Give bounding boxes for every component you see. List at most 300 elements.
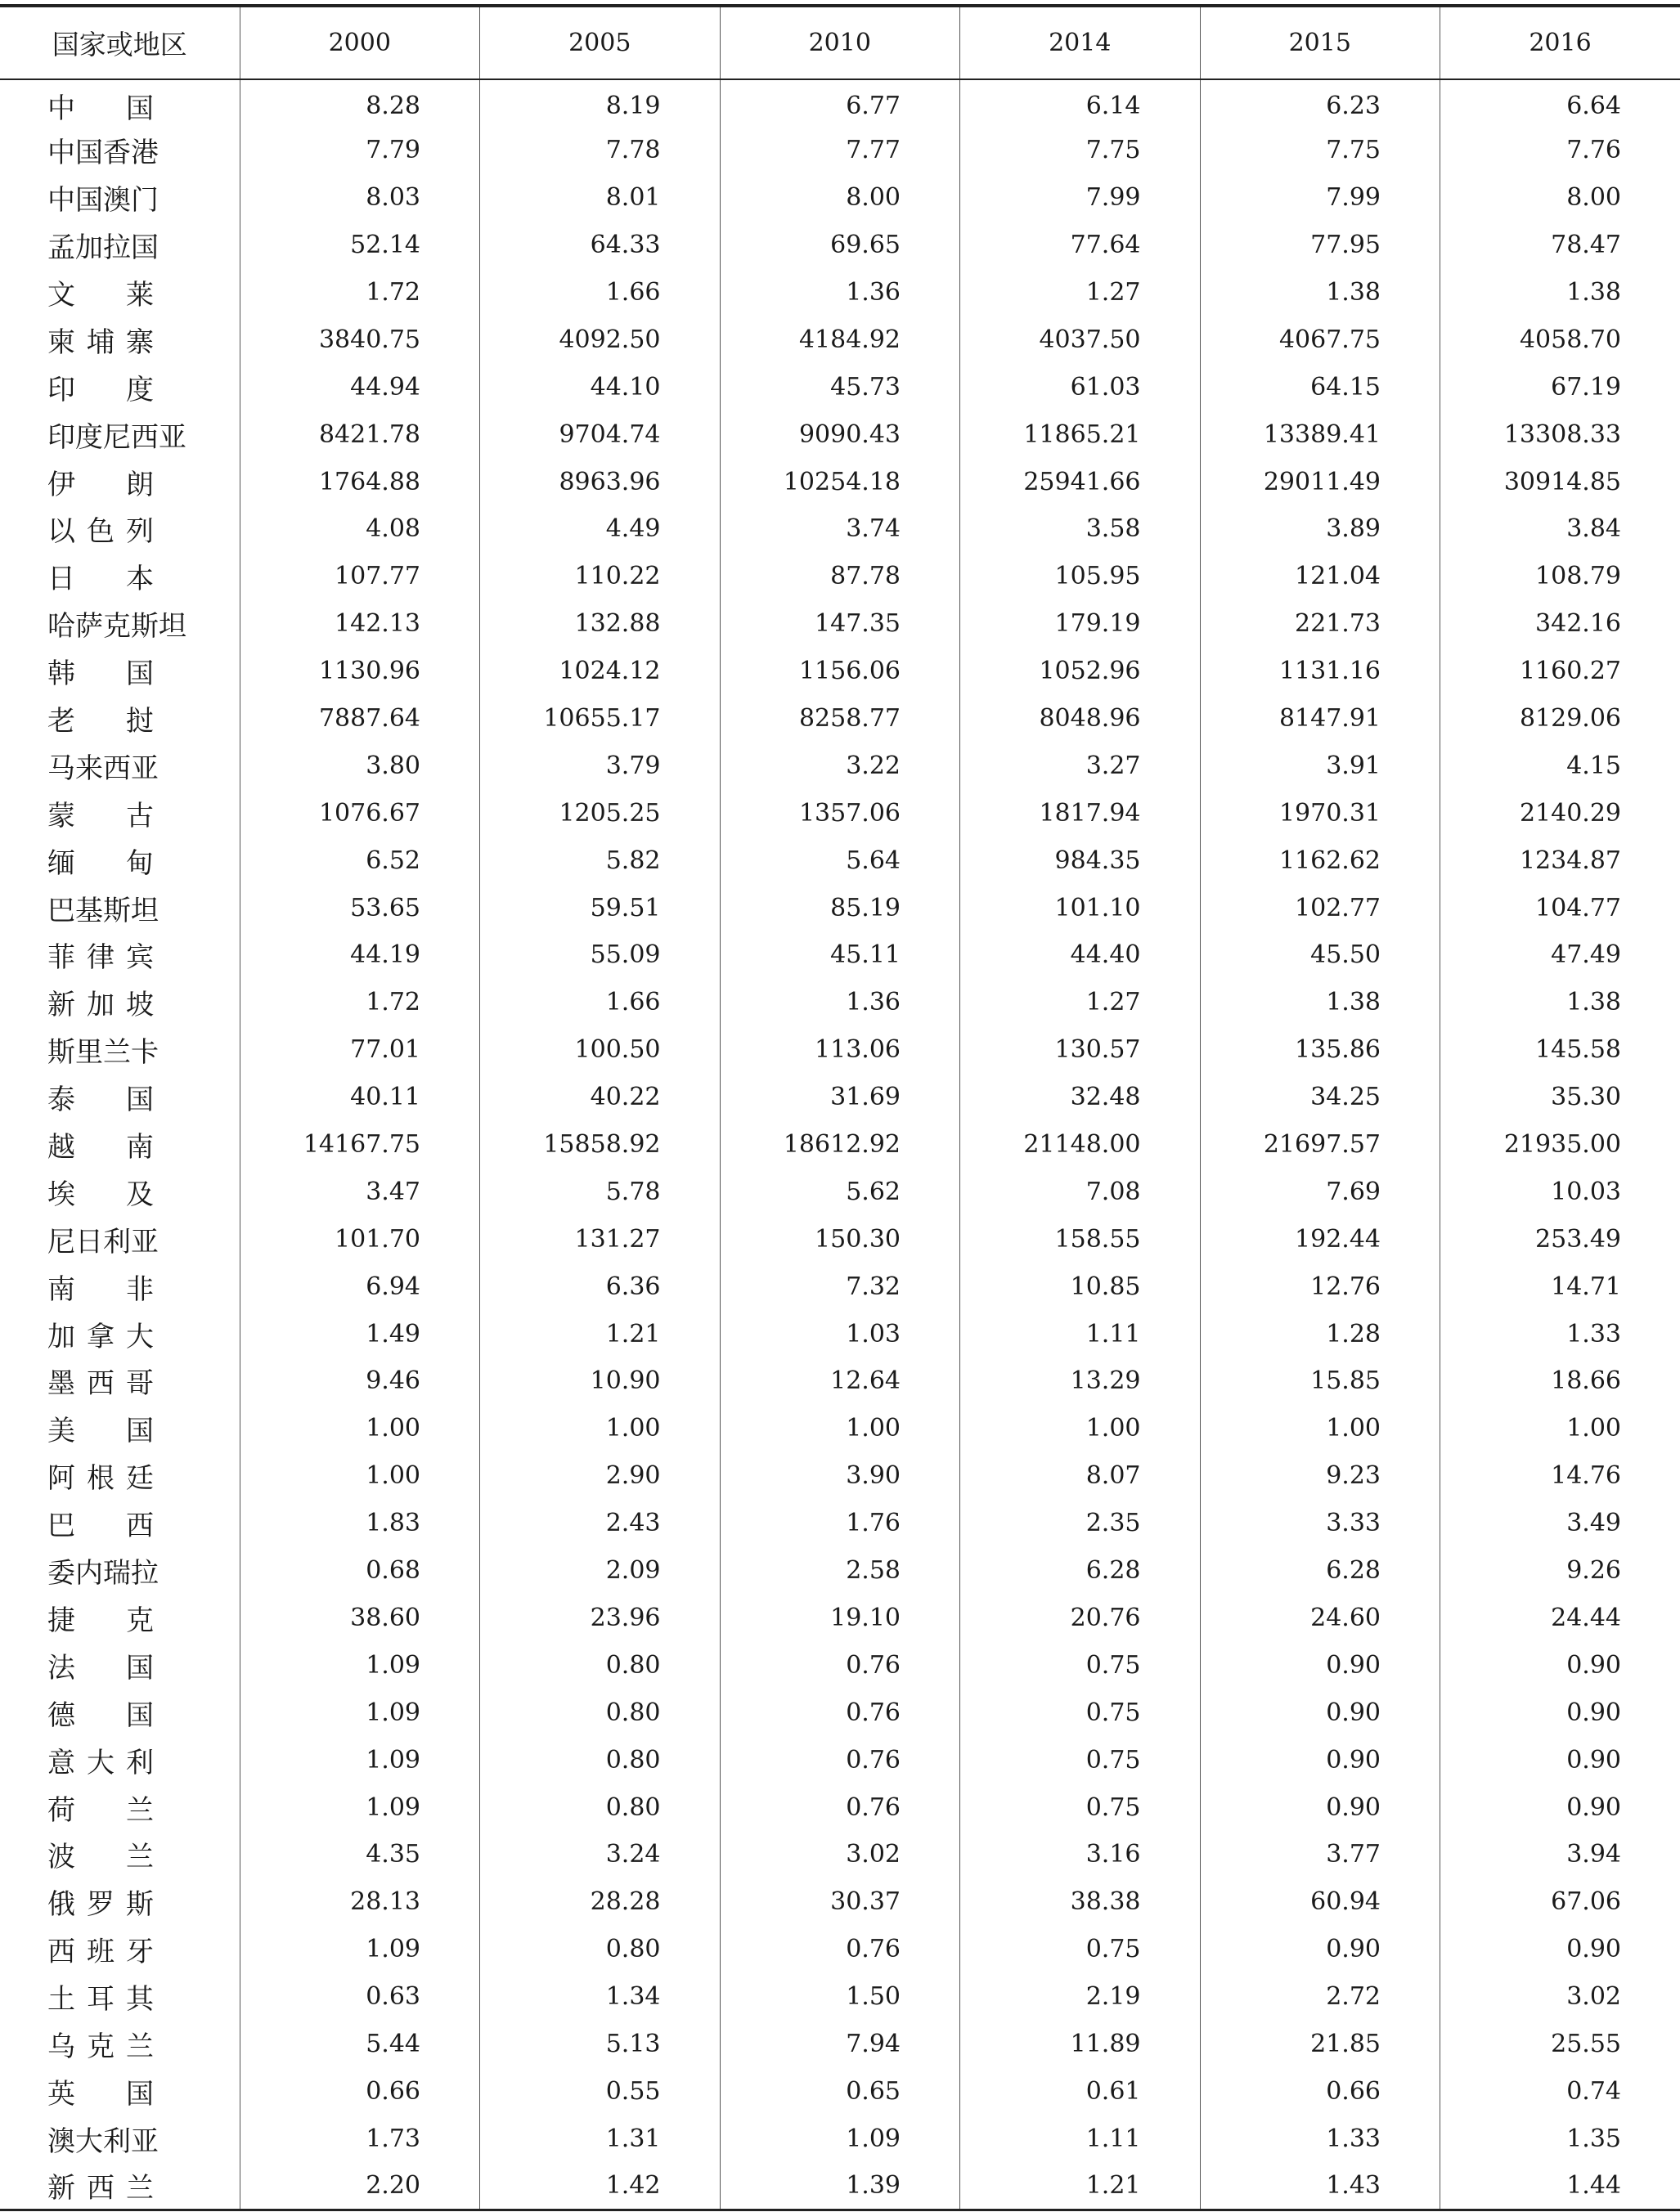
country-cell — [0, 2021, 240, 2068]
value-cell-2005: 8.19 — [480, 79, 721, 127]
value-cell-2016: 3.49 — [1440, 1500, 1680, 1547]
value-cell-2010: 3.74 — [720, 505, 960, 553]
country-name: 阿 根 廷 — [47, 1462, 154, 1496]
value-cell-2015: 64.15 — [1200, 363, 1440, 411]
value-cell-2016: 24.44 — [1440, 1595, 1680, 1642]
table-row — [0, 837, 1680, 884]
country-cell — [0, 1405, 240, 1452]
table-row — [0, 1121, 1680, 1169]
value-cell-2014: 1.11 — [960, 2115, 1201, 2162]
country-name: 俄 罗 斯 — [47, 1888, 154, 1922]
value-cell-2010: 85.19 — [720, 884, 960, 931]
value-cell-2005: 8963.96 — [480, 458, 721, 505]
value-cell-2000: 1.00 — [240, 1405, 480, 1452]
value-cell-2005: 100.50 — [480, 1026, 721, 1074]
value-cell-2010: 9090.43 — [720, 411, 960, 458]
country-name: 中 国 — [47, 92, 154, 125]
table-row — [0, 2067, 1680, 2115]
value-cell-2014: 6.14 — [960, 79, 1201, 127]
value-cell-2005: 2.90 — [480, 1452, 721, 1500]
value-cell-2014: 1.00 — [960, 1405, 1201, 1452]
value-cell-2005: 0.80 — [480, 1926, 721, 1973]
value-cell-2010: 147.35 — [720, 600, 960, 648]
value-cell-2016: 1234.87 — [1440, 837, 1680, 884]
country-cell: 马来西亚 — [47, 752, 159, 785]
value-cell-2000: 44.19 — [240, 931, 480, 979]
value-cell-2014: 1817.94 — [960, 789, 1201, 837]
table-row — [0, 1689, 1680, 1736]
table-row — [0, 1168, 1680, 1215]
value-cell-2014: 8048.96 — [960, 695, 1201, 743]
value-cell-2014: 20.76 — [960, 1595, 1201, 1642]
value-cell-2010: 1.09 — [720, 2115, 960, 2162]
value-cell-2015: 12.76 — [1200, 1263, 1440, 1310]
value-cell-2015: 24.60 — [1200, 1595, 1440, 1642]
value-cell-2010: 0.76 — [720, 1641, 960, 1689]
country-name: 印 度 — [47, 373, 154, 406]
value-cell-2014: 130.57 — [960, 1026, 1201, 1074]
country-name: 德 国 — [47, 1698, 154, 1732]
country-name: 菲 律 宾 — [47, 941, 154, 975]
value-cell-2015: 2.72 — [1200, 1973, 1440, 2021]
country-name: 墨 西 哥 — [47, 1367, 154, 1401]
value-cell-2014: 32.48 — [960, 1074, 1201, 1121]
value-cell-2015: 1162.62 — [1200, 837, 1440, 884]
value-cell-2016: 21935.00 — [1440, 1121, 1680, 1169]
country-name: 荷 兰 — [47, 1793, 154, 1827]
value-cell-2014: 0.75 — [960, 1784, 1201, 1831]
value-cell-2000: 28.13 — [240, 1878, 480, 1926]
value-cell-2005: 2.43 — [480, 1500, 721, 1547]
value-cell-2016: 104.77 — [1440, 884, 1680, 931]
value-cell-2014: 0.61 — [960, 2067, 1201, 2115]
table-row — [0, 174, 1680, 222]
value-cell-2000: 1.09 — [240, 1926, 480, 1973]
country-cell — [0, 837, 240, 884]
country-cell — [0, 1595, 240, 1642]
value-cell-2005: 9704.74 — [480, 411, 721, 458]
value-cell-2010: 7.32 — [720, 1263, 960, 1310]
value-cell-2005: 2.09 — [480, 1547, 721, 1595]
table-row — [0, 1026, 1680, 1074]
value-cell-2015: 15.85 — [1200, 1357, 1440, 1405]
value-cell-2015: 29011.49 — [1200, 458, 1440, 505]
table-row — [0, 1595, 1680, 1642]
value-cell-2000: 8421.78 — [240, 411, 480, 458]
value-cell-2000: 1.72 — [240, 269, 480, 316]
value-cell-2000: 3840.75 — [240, 316, 480, 363]
header-year-2010: 2010 — [720, 6, 960, 79]
country-name: 巴 西 — [47, 1510, 154, 1543]
table-row — [0, 789, 1680, 837]
value-cell-2000: 1.83 — [240, 1500, 480, 1547]
value-cell-2014: 0.75 — [960, 1736, 1201, 1784]
value-cell-2016: 6.64 — [1440, 79, 1680, 127]
value-cell-2000: 7887.64 — [240, 695, 480, 743]
country-cell: 澳大利亚 — [47, 2125, 159, 2158]
value-cell-2016: 47.49 — [1440, 931, 1680, 979]
value-cell-2016: 1.44 — [1440, 2162, 1680, 2210]
value-cell-2015: 3.89 — [1200, 505, 1440, 553]
country-cell: 孟加拉国 — [47, 231, 159, 265]
country-name: 意 大 利 — [47, 1746, 154, 1779]
value-cell-2010: 8.00 — [720, 174, 960, 222]
value-cell-2000: 3.47 — [240, 1168, 480, 1215]
value-cell-2005: 110.22 — [480, 553, 721, 600]
value-cell-2014: 11.89 — [960, 2021, 1201, 2068]
value-cell-2000: 9.46 — [240, 1357, 480, 1405]
header-year-2015: 2015 — [1200, 6, 1440, 79]
value-cell-2014: 7.75 — [960, 127, 1201, 174]
value-cell-2000: 77.01 — [240, 1026, 480, 1074]
value-cell-2005: 0.80 — [480, 1784, 721, 1831]
country-cell — [0, 363, 240, 411]
table-row — [0, 1784, 1680, 1831]
value-cell-2016: 0.90 — [1440, 1926, 1680, 1973]
value-cell-2010: 113.06 — [720, 1026, 960, 1074]
country-name: 伊 朗 — [47, 468, 154, 501]
value-cell-2010: 0.65 — [720, 2067, 960, 2115]
country-name: 越 南 — [47, 1131, 154, 1164]
value-cell-2015: 0.90 — [1200, 1689, 1440, 1736]
value-cell-2010: 6.77 — [720, 79, 960, 127]
table-body — [0, 79, 1680, 2210]
country-name: 法 国 — [47, 1651, 154, 1685]
value-cell-2000: 101.70 — [240, 1215, 480, 1263]
value-cell-2005: 6.36 — [480, 1263, 721, 1310]
country-name: 新 西 兰 — [47, 2171, 154, 2205]
value-cell-2015: 6.28 — [1200, 1547, 1440, 1595]
value-cell-2016: 18.66 — [1440, 1357, 1680, 1405]
country-cell — [0, 1784, 240, 1831]
value-cell-2010: 4184.92 — [720, 316, 960, 363]
table-row — [0, 79, 1680, 127]
table-row — [0, 1263, 1680, 1310]
value-cell-2010: 69.65 — [720, 222, 960, 269]
value-cell-2016: 13308.33 — [1440, 411, 1680, 458]
value-cell-2005: 40.22 — [480, 1074, 721, 1121]
value-cell-2014: 21148.00 — [960, 1121, 1201, 1169]
value-cell-2005: 1.42 — [480, 2162, 721, 2210]
country-name: 波 兰 — [47, 1841, 154, 1874]
value-cell-2005: 1.21 — [480, 1310, 721, 1357]
value-cell-2005: 3.24 — [480, 1831, 721, 1878]
table-row — [0, 363, 1680, 411]
country-cell: 中国澳门 — [47, 184, 159, 218]
table-row — [0, 1736, 1680, 1784]
value-cell-2016: 342.16 — [1440, 600, 1680, 648]
value-cell-2000: 14167.75 — [240, 1121, 480, 1169]
value-cell-2000: 2.20 — [240, 2162, 480, 2210]
value-cell-2000: 1.09 — [240, 1736, 480, 1784]
value-cell-2015: 7.99 — [1200, 174, 1440, 222]
country-cell — [0, 316, 240, 363]
value-cell-2016: 67.06 — [1440, 1878, 1680, 1926]
table-row — [0, 1547, 1680, 1595]
country-cell — [0, 458, 240, 505]
country-name: 南 非 — [47, 1272, 154, 1306]
value-cell-2016: 3.84 — [1440, 505, 1680, 553]
table-row — [0, 695, 1680, 743]
value-cell-2015: 34.25 — [1200, 1074, 1440, 1121]
value-cell-2010: 1156.06 — [720, 648, 960, 695]
value-cell-2014: 1.21 — [960, 2162, 1201, 2210]
value-cell-2016: 2140.29 — [1440, 789, 1680, 837]
value-cell-2016: 78.47 — [1440, 222, 1680, 269]
country-cell — [0, 1736, 240, 1784]
value-cell-2010: 5.62 — [720, 1168, 960, 1215]
value-cell-2005: 1205.25 — [480, 789, 721, 837]
value-cell-2014: 0.75 — [960, 1926, 1201, 1973]
country-cell: 印度尼西亚 — [47, 420, 186, 454]
value-cell-2015: 0.90 — [1200, 1641, 1440, 1689]
country-name: 泰 国 — [47, 1084, 154, 1117]
value-cell-2015: 45.50 — [1200, 931, 1440, 979]
value-cell-2010: 31.69 — [720, 1074, 960, 1121]
value-cell-2005: 0.55 — [480, 2067, 721, 2115]
value-cell-2014: 4037.50 — [960, 316, 1201, 363]
country-cell: 斯里兰卡 — [47, 1036, 159, 1070]
value-cell-2015: 0.90 — [1200, 1926, 1440, 1973]
value-cell-2010: 3.22 — [720, 742, 960, 789]
country-cell — [0, 79, 240, 127]
table-row — [0, 1452, 1680, 1500]
value-cell-2000: 8.28 — [240, 79, 480, 127]
value-cell-2010: 45.73 — [720, 363, 960, 411]
exchange-rate-table — [0, 4, 1680, 2211]
value-cell-2015: 4067.75 — [1200, 316, 1440, 363]
country-name: 老 挝 — [47, 705, 154, 738]
table-row — [0, 269, 1680, 316]
value-cell-2010: 45.11 — [720, 931, 960, 979]
country-cell: 巴基斯坦 — [47, 894, 159, 927]
value-cell-2016: 14.76 — [1440, 1452, 1680, 1500]
value-cell-2005: 4092.50 — [480, 316, 721, 363]
value-cell-2014: 13.29 — [960, 1357, 1201, 1405]
value-cell-2015: 21.85 — [1200, 2021, 1440, 2068]
country-cell — [0, 789, 240, 837]
value-cell-2000: 0.68 — [240, 1547, 480, 1595]
country-cell — [0, 1121, 240, 1169]
table-row — [0, 505, 1680, 553]
table-row — [0, 931, 1680, 979]
value-cell-2010: 0.76 — [720, 1736, 960, 1784]
table-row — [0, 1641, 1680, 1689]
value-cell-2010: 0.76 — [720, 1926, 960, 1973]
table-row — [0, 742, 1680, 789]
country-cell — [0, 1641, 240, 1689]
country-name: 埃 及 — [47, 1178, 154, 1211]
table-row — [0, 1405, 1680, 1452]
value-cell-2014: 7.99 — [960, 174, 1201, 222]
value-cell-2000: 107.77 — [240, 553, 480, 600]
value-cell-2014: 179.19 — [960, 600, 1201, 648]
value-cell-2016: 8129.06 — [1440, 695, 1680, 743]
value-cell-2005: 132.88 — [480, 600, 721, 648]
value-cell-2000: 38.60 — [240, 1595, 480, 1642]
value-cell-2015: 1.38 — [1200, 269, 1440, 316]
value-cell-2014: 3.58 — [960, 505, 1201, 553]
value-cell-2015: 3.91 — [1200, 742, 1440, 789]
value-cell-2016: 0.90 — [1440, 1736, 1680, 1784]
value-cell-2000: 142.13 — [240, 600, 480, 648]
country-cell — [0, 1074, 240, 1121]
value-cell-2000: 0.63 — [240, 1973, 480, 2021]
value-cell-2000: 1.09 — [240, 1784, 480, 1831]
value-cell-2015: 121.04 — [1200, 553, 1440, 600]
header-year-2005: 2005 — [480, 6, 721, 79]
value-cell-2014: 1.27 — [960, 979, 1201, 1026]
value-cell-2016: 1.38 — [1440, 979, 1680, 1026]
value-cell-2005: 59.51 — [480, 884, 721, 931]
country-cell — [0, 2067, 240, 2115]
country-name: 缅 甸 — [47, 846, 154, 880]
table-row — [0, 411, 1680, 458]
value-cell-2014: 3.16 — [960, 1831, 1201, 1878]
value-cell-2014: 1.27 — [960, 269, 1201, 316]
value-cell-2016: 4.15 — [1440, 742, 1680, 789]
value-cell-2000: 1076.67 — [240, 789, 480, 837]
value-cell-2005: 15858.92 — [480, 1121, 721, 1169]
value-cell-2000: 1.49 — [240, 1310, 480, 1357]
value-cell-2010: 10254.18 — [720, 458, 960, 505]
country-cell — [0, 1689, 240, 1736]
value-cell-2005: 1.00 — [480, 1405, 721, 1452]
country-cell — [0, 1500, 240, 1547]
value-cell-2010: 7.94 — [720, 2021, 960, 2068]
value-cell-2010: 3.90 — [720, 1452, 960, 1500]
value-cell-2005: 0.80 — [480, 1736, 721, 1784]
value-cell-2000: 1.00 — [240, 1452, 480, 1500]
value-cell-2016: 1.38 — [1440, 269, 1680, 316]
value-cell-2010: 1.36 — [720, 269, 960, 316]
value-cell-2016: 0.90 — [1440, 1641, 1680, 1689]
value-cell-2016: 67.19 — [1440, 363, 1680, 411]
value-cell-2015: 9.23 — [1200, 1452, 1440, 1500]
country-cell: 委内瑞拉 — [47, 1557, 159, 1591]
value-cell-2000: 4.08 — [240, 505, 480, 553]
value-cell-2014: 7.08 — [960, 1168, 1201, 1215]
value-cell-2010: 1.39 — [720, 2162, 960, 2210]
country-cell — [0, 1973, 240, 2021]
value-cell-2015: 1.00 — [1200, 1405, 1440, 1452]
value-cell-2000: 52.14 — [240, 222, 480, 269]
value-cell-2014: 77.64 — [960, 222, 1201, 269]
value-cell-2015: 1.43 — [1200, 2162, 1440, 2210]
table-row — [0, 1074, 1680, 1121]
value-cell-2010: 1.50 — [720, 1973, 960, 2021]
value-cell-2015: 77.95 — [1200, 222, 1440, 269]
value-cell-2016: 1.35 — [1440, 2115, 1680, 2162]
value-cell-2016: 1160.27 — [1440, 648, 1680, 695]
country-cell — [0, 1878, 240, 1926]
country-cell — [0, 553, 240, 600]
country-cell — [0, 1831, 240, 1878]
value-cell-2005: 28.28 — [480, 1878, 721, 1926]
value-cell-2014: 101.10 — [960, 884, 1201, 931]
table-row — [0, 600, 1680, 648]
value-cell-2015: 3.33 — [1200, 1500, 1440, 1547]
value-cell-2016: 253.49 — [1440, 1215, 1680, 1263]
table-row — [0, 458, 1680, 505]
value-cell-2010: 7.77 — [720, 127, 960, 174]
value-cell-2015: 3.77 — [1200, 1831, 1440, 1878]
value-cell-2000: 53.65 — [240, 884, 480, 931]
value-cell-2014: 25941.66 — [960, 458, 1201, 505]
value-cell-2014: 2.19 — [960, 1973, 1201, 2021]
value-cell-2010: 87.78 — [720, 553, 960, 600]
value-cell-2016: 3.94 — [1440, 1831, 1680, 1878]
country-cell — [0, 695, 240, 743]
value-cell-2015: 0.90 — [1200, 1736, 1440, 1784]
value-cell-2016: 0.90 — [1440, 1689, 1680, 1736]
value-cell-2015: 1.28 — [1200, 1310, 1440, 1357]
value-cell-2010: 30.37 — [720, 1878, 960, 1926]
header-year-2016: 2016 — [1440, 6, 1680, 79]
value-cell-2000: 0.66 — [240, 2067, 480, 2115]
value-cell-2015: 1131.16 — [1200, 648, 1440, 695]
table-row — [0, 2115, 1680, 2162]
value-cell-2015: 21697.57 — [1200, 1121, 1440, 1169]
table-row — [0, 2021, 1680, 2068]
value-cell-2016: 9.26 — [1440, 1547, 1680, 1595]
table-row — [0, 553, 1680, 600]
value-cell-2010: 19.10 — [720, 1595, 960, 1642]
value-cell-2014: 105.95 — [960, 553, 1201, 600]
value-cell-2015: 7.69 — [1200, 1168, 1440, 1215]
value-cell-2000: 1.72 — [240, 979, 480, 1026]
value-cell-2000: 7.79 — [240, 127, 480, 174]
value-cell-2015: 1.33 — [1200, 2115, 1440, 2162]
value-cell-2005: 10.90 — [480, 1357, 721, 1405]
value-cell-2014: 1052.96 — [960, 648, 1201, 695]
table-row — [0, 1357, 1680, 1405]
value-cell-2015: 0.90 — [1200, 1784, 1440, 1831]
table-header — [0, 6, 1680, 79]
table-row — [0, 979, 1680, 1026]
value-cell-2010: 3.02 — [720, 1831, 960, 1878]
country-name: 蒙 古 — [47, 799, 154, 832]
country-cell — [0, 269, 240, 316]
value-cell-2000: 1764.88 — [240, 458, 480, 505]
value-cell-2005: 5.78 — [480, 1168, 721, 1215]
country-name: 西 班 牙 — [47, 1936, 154, 1969]
table-row — [0, 1831, 1680, 1878]
country-name: 韩 国 — [47, 657, 154, 691]
value-cell-2010: 12.64 — [720, 1357, 960, 1405]
country-cell: 中国香港 — [47, 137, 159, 170]
country-cell — [0, 2162, 240, 2210]
value-cell-2014: 3.27 — [960, 742, 1201, 789]
value-cell-2005: 1.66 — [480, 979, 721, 1026]
value-cell-2005: 5.13 — [480, 2021, 721, 2068]
value-cell-2016: 8.00 — [1440, 174, 1680, 222]
value-cell-2014: 984.35 — [960, 837, 1201, 884]
value-cell-2014: 0.75 — [960, 1689, 1201, 1736]
country-cell: 哈萨克斯坦 — [47, 610, 186, 644]
value-cell-2016: 145.58 — [1440, 1026, 1680, 1074]
value-cell-2014: 44.40 — [960, 931, 1201, 979]
table-row — [0, 1926, 1680, 1973]
value-cell-2015: 6.23 — [1200, 79, 1440, 127]
value-cell-2015: 192.44 — [1200, 1215, 1440, 1263]
value-cell-2005: 1.66 — [480, 269, 721, 316]
country-cell — [0, 505, 240, 553]
value-cell-2014: 2.35 — [960, 1500, 1201, 1547]
table-row — [0, 222, 1680, 269]
value-cell-2015: 0.66 — [1200, 2067, 1440, 2115]
value-cell-2016: 25.55 — [1440, 2021, 1680, 2068]
